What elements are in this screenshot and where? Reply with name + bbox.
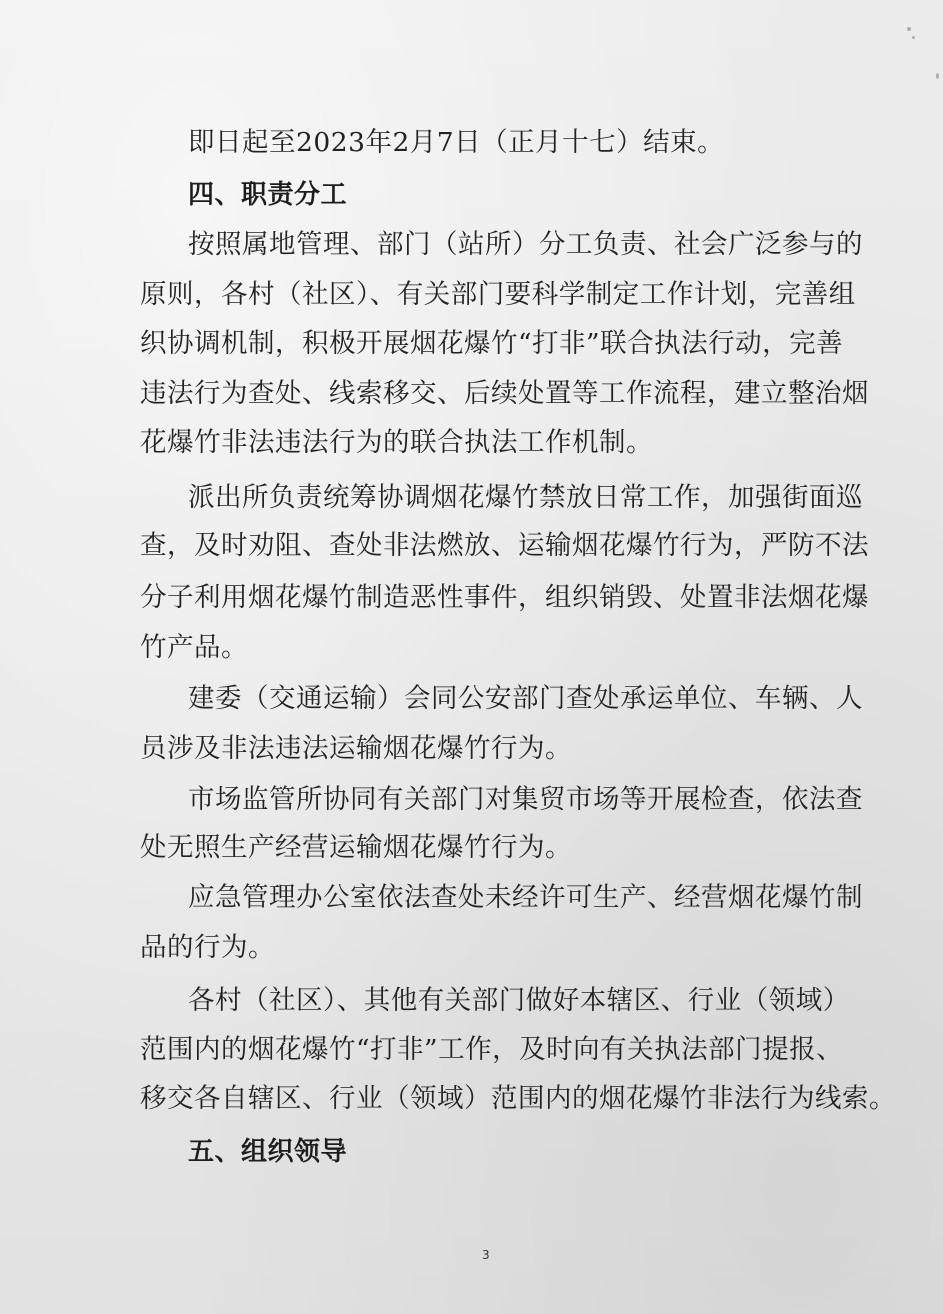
paragraph-line: 处无照生产经营运输烟花爆竹行为。 <box>140 832 572 863</box>
page-number: 3 <box>482 1248 490 1262</box>
scan-speck <box>936 73 939 79</box>
paragraph-line: 各村（社区）、其他有关部门做好本辖区、行业（领域） <box>188 985 850 1016</box>
paragraph-line: 分子利用烟花爆竹制造恶性事件，组织销毁、处置非法烟花爆 <box>140 582 869 613</box>
paragraph-line: 查，及时劝阻、查处非法燃放、运输烟花爆竹行为，严防不法 <box>140 530 869 561</box>
paragraph-line: 建委（交通运输）会同公安部门查处承运单位、车辆、人 <box>188 683 863 714</box>
paragraph-line: 花爆竹非法违法行为的联合执法工作机制。 <box>140 427 653 458</box>
paragraph-line: 移交各自辖区、行业（领域）范围内的烟花爆竹非法行为线索。 <box>140 1083 896 1114</box>
paragraph-line: 违法行为查处、线索移交、后续处置等工作流程，建立整治烟 <box>140 378 869 409</box>
paragraph-line: 即日起至2023年2月7日（正月十七）结束。 <box>188 127 725 158</box>
paragraph-line: 原则，各村（社区）、有关部门要科学制定工作计划，完善组 <box>140 279 856 310</box>
paragraph-line: 范围内的烟花爆竹“打非”工作，及时向有关执法部门提报、 <box>140 1034 844 1065</box>
scan-speck <box>907 27 911 31</box>
paragraph-line: 派出所负责统筹协调烟花爆竹禁放日常工作，加强街面巡 <box>188 482 863 513</box>
scan-speck <box>912 36 915 39</box>
paragraph-line: 竹产品。 <box>140 632 248 663</box>
paragraph-line: 织协调机制，积极开展烟花爆竹“打非”联合执法行动，完善 <box>140 328 844 359</box>
section-heading: 四、职责分工 <box>188 180 348 210</box>
paragraph-line: 员涉及非法违法运输烟花爆竹行为。 <box>140 733 572 764</box>
section-heading: 五、组织领导 <box>188 1137 348 1167</box>
paragraph-line: 应急管理办公室依法查处未经许可生产、经营烟花爆竹制 <box>188 882 863 913</box>
paragraph-line: 品的行为。 <box>140 932 275 963</box>
paragraph-line: 市场监管所协同有关部门对集贸市场等开展检查，依法查 <box>188 784 863 815</box>
paragraph-line: 按照属地管理、部门（站所）分工负责、社会广泛参与的 <box>188 229 863 260</box>
